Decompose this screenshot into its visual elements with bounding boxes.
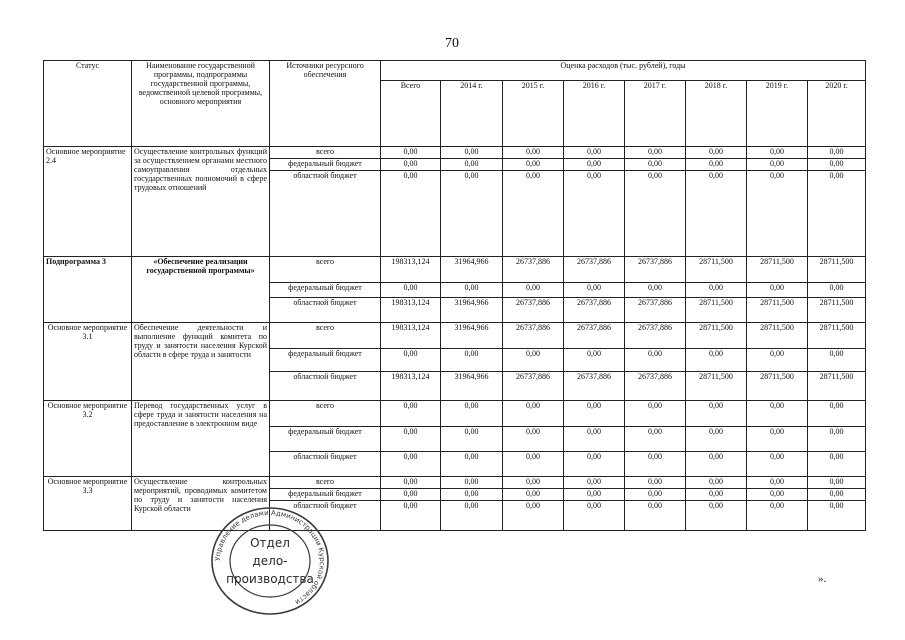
stamp-line-2: дело- <box>252 554 288 568</box>
value-cell: 0,00 <box>564 147 625 159</box>
value-cell: 0,00 <box>808 501 866 531</box>
source-cell: федеральный бюджет <box>270 349 381 372</box>
header-col-2014: 2014 г. <box>441 81 503 147</box>
value-cell: 0,00 <box>381 477 441 489</box>
value-cell: 0,00 <box>625 349 686 372</box>
value-cell: 0,00 <box>686 477 747 489</box>
value-cell: 0,00 <box>503 452 564 477</box>
header-col-2018: 2018 г. <box>686 81 747 147</box>
value-cell: 0,00 <box>747 171 808 257</box>
value-cell: 0,00 <box>808 349 866 372</box>
source-cell: всего <box>270 401 381 427</box>
value-cell: 26737,886 <box>564 372 625 401</box>
value-cell: 0,00 <box>747 452 808 477</box>
value-cell: 0,00 <box>625 477 686 489</box>
value-cell: 28711,500 <box>747 257 808 283</box>
status-cell: Основное мероприятие 3.3 <box>44 477 132 531</box>
value-cell: 0,00 <box>625 401 686 427</box>
value-cell: 0,00 <box>808 401 866 427</box>
value-cell: 0,00 <box>441 283 503 298</box>
value-cell: 0,00 <box>503 147 564 159</box>
name-cell: Обеспечение деятельности и выполнение функций комитета по труду и занятости населения Курской области в сфере труда и занятости <box>132 323 270 401</box>
value-cell: 0,00 <box>381 427 441 452</box>
status-cell: Подпрограмма 3 <box>44 257 132 323</box>
value-cell: 0,00 <box>441 159 503 171</box>
value-cell: 0,00 <box>808 283 866 298</box>
value-cell: 198313,124 <box>381 298 441 323</box>
header-col-total: Всего <box>381 81 441 147</box>
value-cell: 0,00 <box>625 171 686 257</box>
value-cell: 31964,966 <box>441 298 503 323</box>
value-cell: 0,00 <box>381 147 441 159</box>
value-cell: 0,00 <box>564 171 625 257</box>
name-cell: «Обеспечение реализации государственной программы» <box>132 257 270 323</box>
value-cell: 26737,886 <box>625 257 686 283</box>
value-cell: 26737,886 <box>503 372 564 401</box>
value-cell: 28711,500 <box>686 257 747 283</box>
value-cell: 0,00 <box>747 501 808 531</box>
value-cell: 31964,966 <box>441 323 503 349</box>
header-estimate: Оценка расходов (тыс. рублей), годы <box>381 61 866 81</box>
value-cell: 0,00 <box>441 349 503 372</box>
value-cell: 26737,886 <box>564 323 625 349</box>
value-cell: 0,00 <box>503 171 564 257</box>
status-cell: Основное мероприятие 3.1 <box>44 323 132 401</box>
value-cell: 0,00 <box>747 477 808 489</box>
value-cell: 0,00 <box>564 349 625 372</box>
source-cell: областной бюджет <box>270 501 381 531</box>
stamp-line-3: производства <box>226 572 314 586</box>
value-cell: 198313,124 <box>381 323 441 349</box>
value-cell: 0,00 <box>625 147 686 159</box>
value-cell: 0,00 <box>381 349 441 372</box>
value-cell: 0,00 <box>686 501 747 531</box>
page-number: 70 <box>445 36 459 51</box>
value-cell: 0,00 <box>441 477 503 489</box>
stamp-line-1: Отдел <box>250 536 290 550</box>
value-cell: 0,00 <box>381 283 441 298</box>
source-cell: федеральный бюджет <box>270 427 381 452</box>
value-cell: 28711,500 <box>808 372 866 401</box>
table-row <box>44 477 866 489</box>
value-cell: 0,00 <box>441 452 503 477</box>
source-cell: всего <box>270 257 381 283</box>
stamp-ring-text: Управление делами Администрации Курской области <box>213 508 327 607</box>
value-cell: 0,00 <box>381 159 441 171</box>
name-cell: Осуществление контрольных функций за осуществлением органами местного самоуправления отдельных государственных полномочий в сфере трудовых отношений <box>132 147 270 257</box>
value-cell: 0,00 <box>686 489 747 501</box>
value-cell: 0,00 <box>625 489 686 501</box>
value-cell: 0,00 <box>564 501 625 531</box>
value-cell: 28711,500 <box>808 298 866 323</box>
source-cell: всего <box>270 477 381 489</box>
value-cell: 0,00 <box>564 489 625 501</box>
value-cell: 0,00 <box>503 427 564 452</box>
table-row <box>44 323 866 349</box>
value-cell: 28711,500 <box>747 323 808 349</box>
source-cell: областной бюджет <box>270 452 381 477</box>
value-cell: 0,00 <box>686 283 747 298</box>
value-cell: 26737,886 <box>564 298 625 323</box>
header-col-2016: 2016 г. <box>564 81 625 147</box>
value-cell: 0,00 <box>381 452 441 477</box>
source-cell: областной бюджет <box>270 372 381 401</box>
value-cell: 0,00 <box>686 159 747 171</box>
value-cell: 198313,124 <box>381 372 441 401</box>
source-cell: всего <box>270 147 381 159</box>
value-cell: 28711,500 <box>747 298 808 323</box>
value-cell: 0,00 <box>503 349 564 372</box>
value-cell: 28711,500 <box>686 372 747 401</box>
value-cell: 0,00 <box>381 171 441 257</box>
value-cell: 0,00 <box>381 401 441 427</box>
source-cell: федеральный бюджет <box>270 159 381 171</box>
header-status: Статус <box>44 61 132 147</box>
value-cell: 0,00 <box>441 427 503 452</box>
value-cell: 0,00 <box>686 147 747 159</box>
value-cell: 0,00 <box>747 401 808 427</box>
value-cell: 0,00 <box>441 401 503 427</box>
value-cell: 26737,886 <box>503 323 564 349</box>
value-cell: 0,00 <box>625 501 686 531</box>
header-col-2015: 2015 г. <box>503 81 564 147</box>
header-name: Наименование государственной программы, подпрограммы государственной программы, ведомственной целевой программы, основного мероприятия <box>132 61 270 147</box>
value-cell: 0,00 <box>564 477 625 489</box>
value-cell: 0,00 <box>747 159 808 171</box>
value-cell: 0,00 <box>747 349 808 372</box>
header-col-2017: 2017 г. <box>625 81 686 147</box>
value-cell: 0,00 <box>503 159 564 171</box>
header-sources: Источники ресурсного обеспечения <box>270 61 381 147</box>
status-cell: Основное мероприятие 3.2 <box>44 401 132 477</box>
value-cell: 0,00 <box>747 147 808 159</box>
value-cell: 0,00 <box>503 501 564 531</box>
value-cell: 0,00 <box>503 401 564 427</box>
value-cell: 0,00 <box>625 283 686 298</box>
value-cell: 26737,886 <box>564 257 625 283</box>
value-cell: 0,00 <box>747 427 808 452</box>
source-cell: всего <box>270 323 381 349</box>
header-row <box>44 61 866 81</box>
header-col-2020: 2020 г. <box>808 81 866 147</box>
table-row <box>44 147 866 159</box>
value-cell: 0,00 <box>686 171 747 257</box>
value-cell: 0,00 <box>441 489 503 501</box>
value-cell: 0,00 <box>686 401 747 427</box>
value-cell: 26737,886 <box>625 298 686 323</box>
value-cell: 0,00 <box>625 452 686 477</box>
value-cell: 0,00 <box>441 501 503 531</box>
value-cell: 0,00 <box>564 452 625 477</box>
name-cell: Осуществление контрольных мероприятий, проводимых комитетом по труду и занятости населения Курской области <box>132 477 270 531</box>
value-cell: 0,00 <box>808 159 866 171</box>
value-cell: 0,00 <box>808 489 866 501</box>
value-cell: 28711,500 <box>808 257 866 283</box>
value-cell: 0,00 <box>747 489 808 501</box>
value-cell: 26737,886 <box>503 257 564 283</box>
value-cell: 0,00 <box>503 283 564 298</box>
value-cell: 0,00 <box>808 171 866 257</box>
value-cell: 0,00 <box>564 401 625 427</box>
value-cell: 28711,500 <box>747 372 808 401</box>
value-cell: 26737,886 <box>503 298 564 323</box>
header-col-2019: 2019 г. <box>747 81 808 147</box>
value-cell: 26737,886 <box>625 323 686 349</box>
status-cell: Основное мероприятие 2.4 <box>44 147 132 257</box>
value-cell: 28711,500 <box>808 323 866 349</box>
value-cell: 0,00 <box>808 452 866 477</box>
value-cell: 0,00 <box>686 349 747 372</box>
value-cell: 0,00 <box>808 427 866 452</box>
value-cell: 0,00 <box>441 171 503 257</box>
value-cell: 28711,500 <box>686 323 747 349</box>
value-cell: 0,00 <box>441 147 503 159</box>
value-cell: 0,00 <box>381 501 441 531</box>
value-cell: 0,00 <box>808 477 866 489</box>
table-body <box>44 61 866 531</box>
value-cell: 0,00 <box>564 159 625 171</box>
value-cell: 0,00 <box>747 283 808 298</box>
value-cell: 0,00 <box>686 452 747 477</box>
source-cell: федеральный бюджет <box>270 283 381 298</box>
value-cell: 31964,966 <box>441 257 503 283</box>
value-cell: 0,00 <box>686 427 747 452</box>
value-cell: 28711,500 <box>686 298 747 323</box>
source-cell: областной бюджет <box>270 171 381 257</box>
source-cell: областной бюджет <box>270 298 381 323</box>
value-cell: 0,00 <box>503 477 564 489</box>
name-cell: Перевод государственных услуг в сфере труда и занятости населения на предоставление в электронном виде <box>132 401 270 477</box>
source-cell: федеральный бюджет <box>270 489 381 501</box>
value-cell: 26737,886 <box>625 372 686 401</box>
value-cell: 0,00 <box>381 489 441 501</box>
table-row <box>44 401 866 427</box>
department-stamp <box>207 505 333 617</box>
value-cell: 0,00 <box>625 159 686 171</box>
value-cell: 198313,124 <box>381 257 441 283</box>
value-cell: 0,00 <box>503 489 564 501</box>
value-cell: 0,00 <box>564 427 625 452</box>
closing-quote-mark: ». <box>818 573 827 585</box>
table-row <box>44 257 866 283</box>
value-cell: 0,00 <box>564 283 625 298</box>
value-cell: 0,00 <box>625 427 686 452</box>
value-cell: 31964,966 <box>441 372 503 401</box>
value-cell: 0,00 <box>808 147 866 159</box>
budget-table <box>43 60 866 531</box>
